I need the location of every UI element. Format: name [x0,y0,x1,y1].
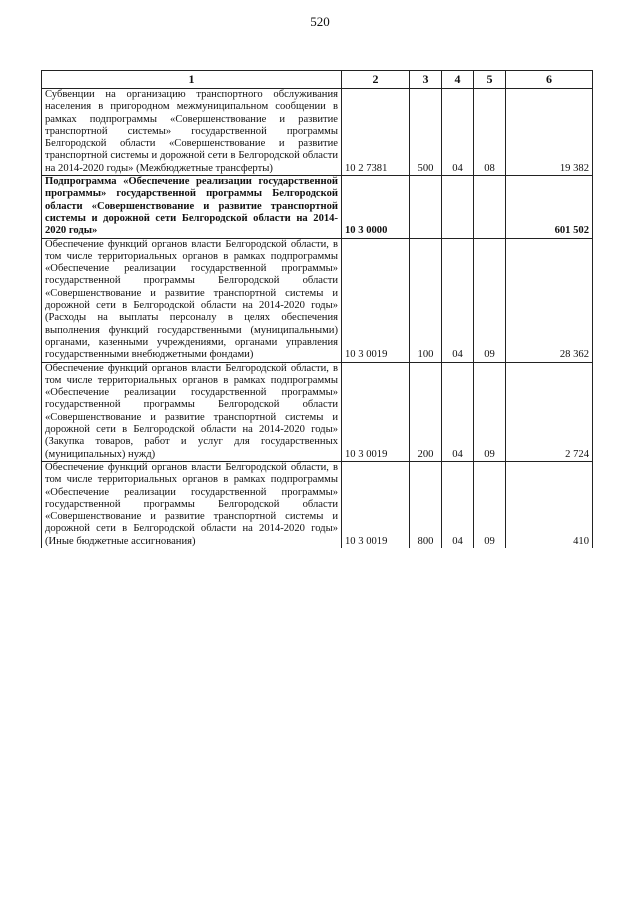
row-section: 04 [442,362,474,461]
row-target-code: 10 3 0019 [342,362,410,461]
row-expense-type: 800 [410,461,442,548]
table-row [42,238,593,362]
row-subsection: 09 [474,461,506,548]
page-number: 520 [310,14,330,29]
row-section [442,176,474,238]
row-name: Обеспечение функций органов власти Белгородской области, в том числе территориальных органов в рамках подпрограммы «Обеспечение реализации государственной программы» государственной программы Белгородской области «Совершенствование и развитие транспортной системы и дорожной сети в Белгородской области на 2014-2020 годы» (Расходы на выплаты персоналу в целях обеспечения выполнения функций государственными (муниципальными) органами, казенными учреждениями, органами управления государственными внебюджетными фондами) [42,238,342,362]
row-subsection: 09 [474,238,506,362]
budget-table [41,70,593,548]
row-section: 04 [442,89,474,176]
row-section: 04 [442,461,474,548]
header-col-5: 5 [474,71,506,89]
row-name: Обеспечение функций органов власти Белгородской области, в том числе территориальных органов в рамках подпрограммы «Обеспечение реализации государственной программы» государственной программы Белгородской области «Совершенствование и развитие транспортной системы и дорожной сети в Белгородской области на 2014-2020 годы» (Закупка товаров, работ и услуг для государственных (муниципальных) нужд) [42,362,342,461]
header-col-2: 2 [342,71,410,89]
row-name: Субвенции на организацию транспортного обслуживания населения в пригородном межмуниципальном сообщении в рамках подпрограммы «Совершенствование и развитие транспортной системы» государственной программы Белгородской области «Совершенствование и развитие транспортной системы и дорожной сети в Белгородской области на 2014-2020 годы» (Межбюджетные трансферты) [42,89,342,176]
row-sum: 19 382 [506,89,593,176]
table-row [42,89,593,176]
row-expense-type [410,176,442,238]
header-col-3: 3 [410,71,442,89]
row-sum: 2 724 [506,362,593,461]
row-subsection [474,176,506,238]
row-target-code: 10 3 0019 [342,461,410,548]
table-row [42,362,593,461]
row-name: Обеспечение функций органов власти Белгородской области, в том числе территориальных органов в рамках подпрограммы «Обеспечение реализации государственной программы» государственной программы Белгородской области «Совершенствование и развитие транспортной системы и дорожной сети в Белгородской области на 2014-2020 годы» (Иные бюджетные ассигнования) [42,461,342,548]
row-expense-type: 500 [410,89,442,176]
row-subsection: 09 [474,362,506,461]
row-sum: 410 [506,461,593,548]
row-expense-type: 200 [410,362,442,461]
header-col-6: 6 [506,71,593,89]
row-target-code: 10 3 0000 [342,176,410,238]
table-row [42,461,593,548]
row-section: 04 [442,238,474,362]
row-target-code: 10 2 7381 [342,89,410,176]
row-sum: 28 362 [506,238,593,362]
row-expense-type: 100 [410,238,442,362]
table-header-row [42,71,593,89]
header-col-4: 4 [442,71,474,89]
row-target-code: 10 3 0019 [342,238,410,362]
row-name: Подпрограмма «Обеспечение реализации государственной программы» государственной программы Белгородской области «Совершенствование и развитие транспортной системы и дорожной сети Белгородской области на 2014-2020 годы» [42,176,342,238]
row-sum: 601 502 [506,176,593,238]
header-col-1: 1 [42,71,342,89]
table-row [42,176,593,238]
row-subsection: 08 [474,89,506,176]
